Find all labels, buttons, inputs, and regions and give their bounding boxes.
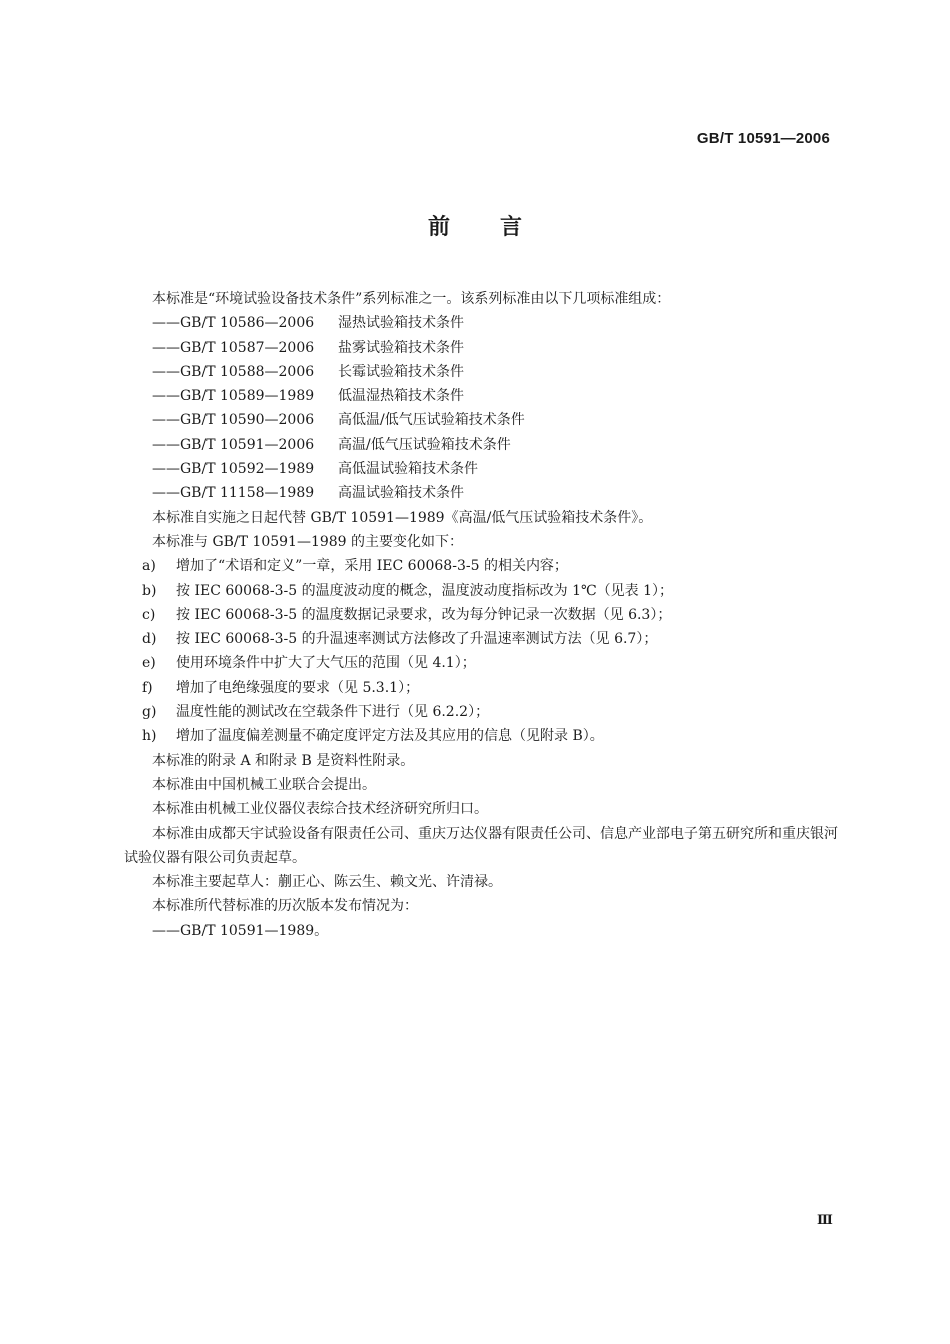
series-item — [124, 433, 839, 457]
series-code: ——GB/T 10586—2006 — [152, 315, 315, 332]
change-item — [124, 651, 839, 675]
change-text: 按 IEC 60068-3-5 的温度数据记录要求，改为每分钟记录一次数据（见 6.3）； — [176, 606, 672, 623]
series-code: ——GB/T 10592—1989 — [152, 461, 315, 478]
changes-intro: 本标准与 GB/T 10591—1989 的主要变化如下： — [152, 533, 464, 550]
standard-code: GB/T 10591—2006 — [696, 130, 830, 147]
change-marker: a) — [142, 558, 156, 575]
change-marker: d) — [142, 631, 157, 648]
change-item — [124, 627, 839, 651]
history-item: ——GB/T 10591—1989。 — [152, 922, 329, 939]
series-item — [124, 360, 839, 384]
series-item — [124, 408, 839, 432]
change-item — [124, 603, 839, 627]
change-text: 增加了电绝缘强度的要求（见 5.3.1）； — [176, 679, 420, 696]
foreword-body — [124, 287, 839, 943]
change-text: 使用环境条件中扩大了大气压的范围（见 4.1）； — [176, 655, 476, 672]
main-drafters: 本标准主要起草人：蒯正心、陈云生、赖文光、许清禄。 — [152, 874, 502, 891]
series-code: ——GB/T 10590—2006 — [152, 412, 315, 429]
series-item — [124, 311, 839, 335]
page-title: 前言 — [427, 215, 572, 240]
change-text: 按 IEC 60068-3-5 的温度波动度的概念，温度波动度指标改为 1℃（见表 1）； — [176, 582, 673, 599]
change-item — [124, 676, 839, 700]
series-name: 湿热试验箱技术条件 — [338, 315, 464, 332]
series-name: 高低温/低气压试验箱技术条件 — [338, 412, 525, 429]
series-name: 长霉试验箱技术条件 — [338, 363, 464, 380]
change-text: 按 IEC 60068-3-5 的升温速率测试方法修改了升温速率测试方法（见 6.7）； — [176, 631, 658, 648]
annex-note: 本标准的附录 A 和附录 B 是资料性附录。 — [152, 752, 415, 769]
series-name: 高温试验箱技术条件 — [338, 485, 464, 502]
change-marker: f) — [142, 679, 153, 696]
page-number: Ⅲ — [817, 1213, 833, 1228]
proposed-by: 本标准由中国机械工业联合会提出。 — [152, 776, 376, 793]
change-item — [124, 700, 839, 724]
change-marker: h) — [142, 728, 157, 745]
series-name: 盐雾试验箱技术条件 — [338, 339, 464, 356]
series-code: ——GB/T 11158—1989 — [152, 485, 315, 502]
change-text: 增加了温度偏差测量不确定度评定方法及其应用的信息（见附录 B）。 — [176, 728, 604, 745]
replaces-paragraph: 本标准自实施之日起代替 GB/T 10591—1989《高温/低气压试验箱技术条件》。 — [152, 509, 653, 526]
series-item — [124, 457, 839, 481]
series-list — [124, 311, 839, 505]
centralized-by: 本标准由机械工业仪器仪表综合技术经济研究所归口。 — [152, 801, 488, 818]
change-marker: g) — [142, 704, 157, 721]
change-text: 温度性能的测试改在空载条件下进行（见 6.2.2）； — [176, 704, 490, 721]
series-item — [124, 384, 839, 408]
drafted-by: 本标准由成都天宇试验设备有限责任公司、重庆万达仪器有限责任公司、信息产业部电子第五研究所和重庆银河试验仪器有限公司负责起草。 — [124, 825, 838, 866]
series-name: 低温湿热箱技术条件 — [338, 388, 464, 405]
changes-list — [124, 554, 839, 748]
series-name: 高温/低气压试验箱技术条件 — [338, 436, 511, 453]
series-code: ——GB/T 10589—1989 — [152, 388, 315, 405]
change-marker: b) — [142, 582, 157, 599]
intro-paragraph: 本标准是“环境试验设备技术条件”系列标准之一。该系列标准由以下几项标准组成： — [152, 291, 671, 307]
change-marker: e) — [142, 655, 156, 672]
series-code: ——GB/T 10588—2006 — [152, 363, 315, 380]
series-name: 高低温试验箱技术条件 — [338, 461, 478, 478]
change-marker: c) — [142, 606, 156, 623]
series-item — [124, 336, 839, 360]
series-code: ——GB/T 10587—2006 — [152, 339, 315, 356]
change-item — [124, 724, 839, 748]
change-item — [124, 554, 839, 578]
change-text: 增加了“术语和定义”一章，采用 IEC 60068-3-5 的相关内容； — [176, 558, 568, 575]
change-item — [124, 579, 839, 603]
history-intro: 本标准所代替标准的历次版本发布情况为： — [152, 898, 418, 915]
series-code: ——GB/T 10591—2006 — [152, 436, 315, 453]
series-item — [124, 481, 839, 505]
